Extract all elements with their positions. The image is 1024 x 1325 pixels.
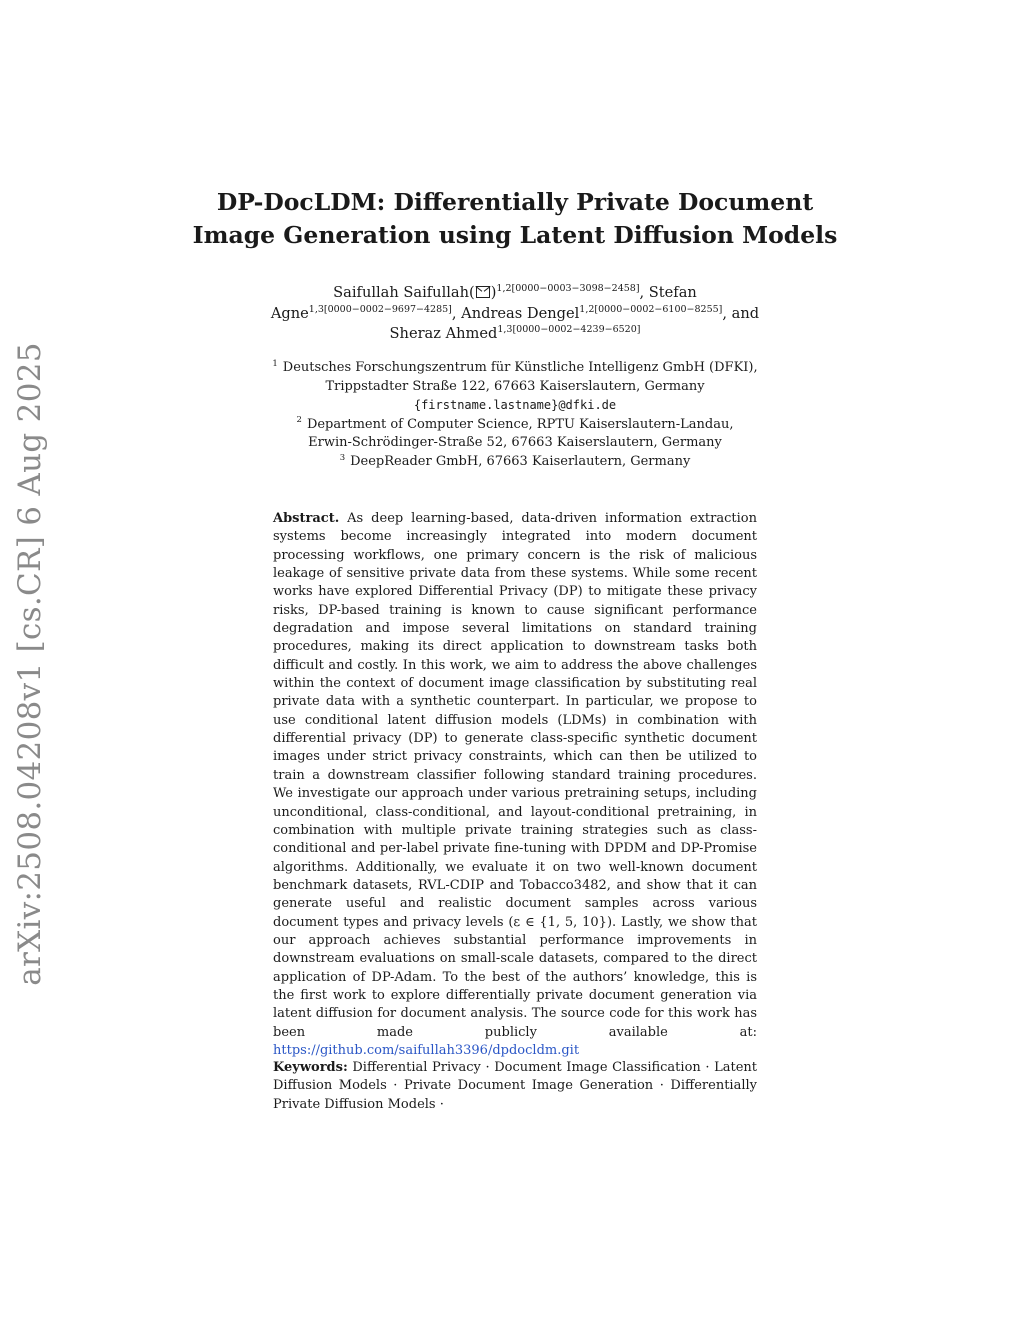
keywords-label: Keywords: (273, 1060, 348, 1075)
arxiv-identifier: arXiv:2508.04208v1 [cs.CR] 6 Aug 2025 (12, 342, 48, 986)
affiliation-text: DeepReader GmbH, 67663 Kaiserlautern, Germany (350, 453, 691, 469)
affiliation-line (220, 453, 810, 472)
keywords (273, 1059, 757, 1114)
author-conjunction: , and (722, 304, 760, 322)
author-line-3 (240, 324, 790, 345)
source-code-link[interactable]: https://github.com/saifullah3396/dpdocldm.git (273, 1042, 580, 1058)
affiliation-line: Erwin-Schrödinger-Straße 52, 67663 Kaiserslautern, Germany (308, 435, 722, 451)
author-list (240, 283, 790, 345)
affiliation-email (220, 396, 810, 416)
author-line-1: Saifullah Saifullah( )$^{1,2[0000-0003-3098-2458]}$, Stefan (333, 283, 697, 301)
author-name: Sheraz Ahmed (389, 325, 498, 342)
author-orcid: 1,2[0000−0002−6100−8255] (579, 303, 723, 315)
affiliations (220, 359, 810, 472)
author-name: , Stefan (639, 284, 697, 301)
abstract (273, 510, 757, 1060)
arxiv-sidebar (4, 342, 56, 986)
affiliation-number: 2 (296, 415, 302, 426)
abstract-text: As deep learning-based, data-driven information extraction systems become increasingly integrated into modern document processing workflows, one primary concern is the risk of malicious leakage of sensitive private data from these systems. While some recent works have explored Differential Privacy (DP) to mitigate these privacy risks, DP-based training is known to cause significant performance degradation and impose several limitations on standard training procedures, making its direct application to downstream tasks both difficult and costly. In this work, we aim to address the above challenges within the context of document image classification by substituting real private data with a synthetic counterpart. In particular, we propose to use conditional latent diffusion models (LDMs) in combination with differential privacy (DP) to generate class-specific synthetic document images under strict privacy constraints, which can then be utilized to train a downstream classifier following standard training procedures. We investigate our approach under various pretraining setups, including unconditional, class-conditional, and layout-conditional pretraining, in combination with multiple private training strategies such as class-conditional and per-label private fine-tuning with DPDM and DP-Promise algorithms. Additionally, we evaluate it on two well-known document benchmark datasets, RVL-CDIP and Tobacco3482, and show that it can generate useful and realistic document samples across various document types and privacy levels (ε ∈ {1, 5, 10}). Lastly, we show that our approach achieves substantial performance improvements in downstream evaluations on small-scale datasets, compared to the direct application of DP-Adam. To the best of the authors’ knowledge, this is the first work to explore differentially private document generation via latent diffusion for document analysis. The source code for this work has been made publicly available at: (273, 511, 757, 1040)
title-line-2: Image Generation using Latent Diffusion Models (192, 221, 838, 249)
title-line-1: DP-DocLDM: Differentially Private Document (216, 188, 814, 216)
author-line-2 (240, 304, 790, 325)
affiliation-text: Department of Computer Science, RPTU Kaiserslautern-Landau, (306, 416, 734, 432)
affiliation-number: 3 (339, 452, 346, 463)
author-orcid: 1,2[0000−0003−3098−2458] (496, 283, 640, 295)
author-name: Saifullah Saifullah (333, 284, 470, 301)
keywords-text: Differential Privacy · Document Image Classification · Latent Diffusion Models · Private Document Image Generation · Differentially Private Diffusion Models · (273, 1060, 757, 1112)
affiliation-text: Deutsches Forschungszentrum für Künstliche Intelligenz GmbH (DFKI), (282, 360, 758, 375)
affiliation-line: Trippstadter Straße 122, 67663 Kaiserslautern, Germany (325, 378, 705, 394)
author-orcid: 1,3[0000−0002−4239−6520] (497, 324, 641, 336)
paper-title (150, 186, 880, 252)
author-name: , Andreas Dengel (451, 304, 580, 322)
envelope-icon (476, 286, 490, 298)
author-orcid: 1,3[0000−0002−9697−4285] (308, 303, 452, 315)
affiliation-line (220, 416, 810, 435)
abstract-label: Abstract. (273, 511, 340, 526)
affiliation-number: 1 (272, 358, 278, 369)
affiliation-line (220, 359, 810, 378)
email-text: {firstname.lastname}@dfki.de (413, 398, 617, 413)
author-name: Agne (270, 304, 309, 322)
